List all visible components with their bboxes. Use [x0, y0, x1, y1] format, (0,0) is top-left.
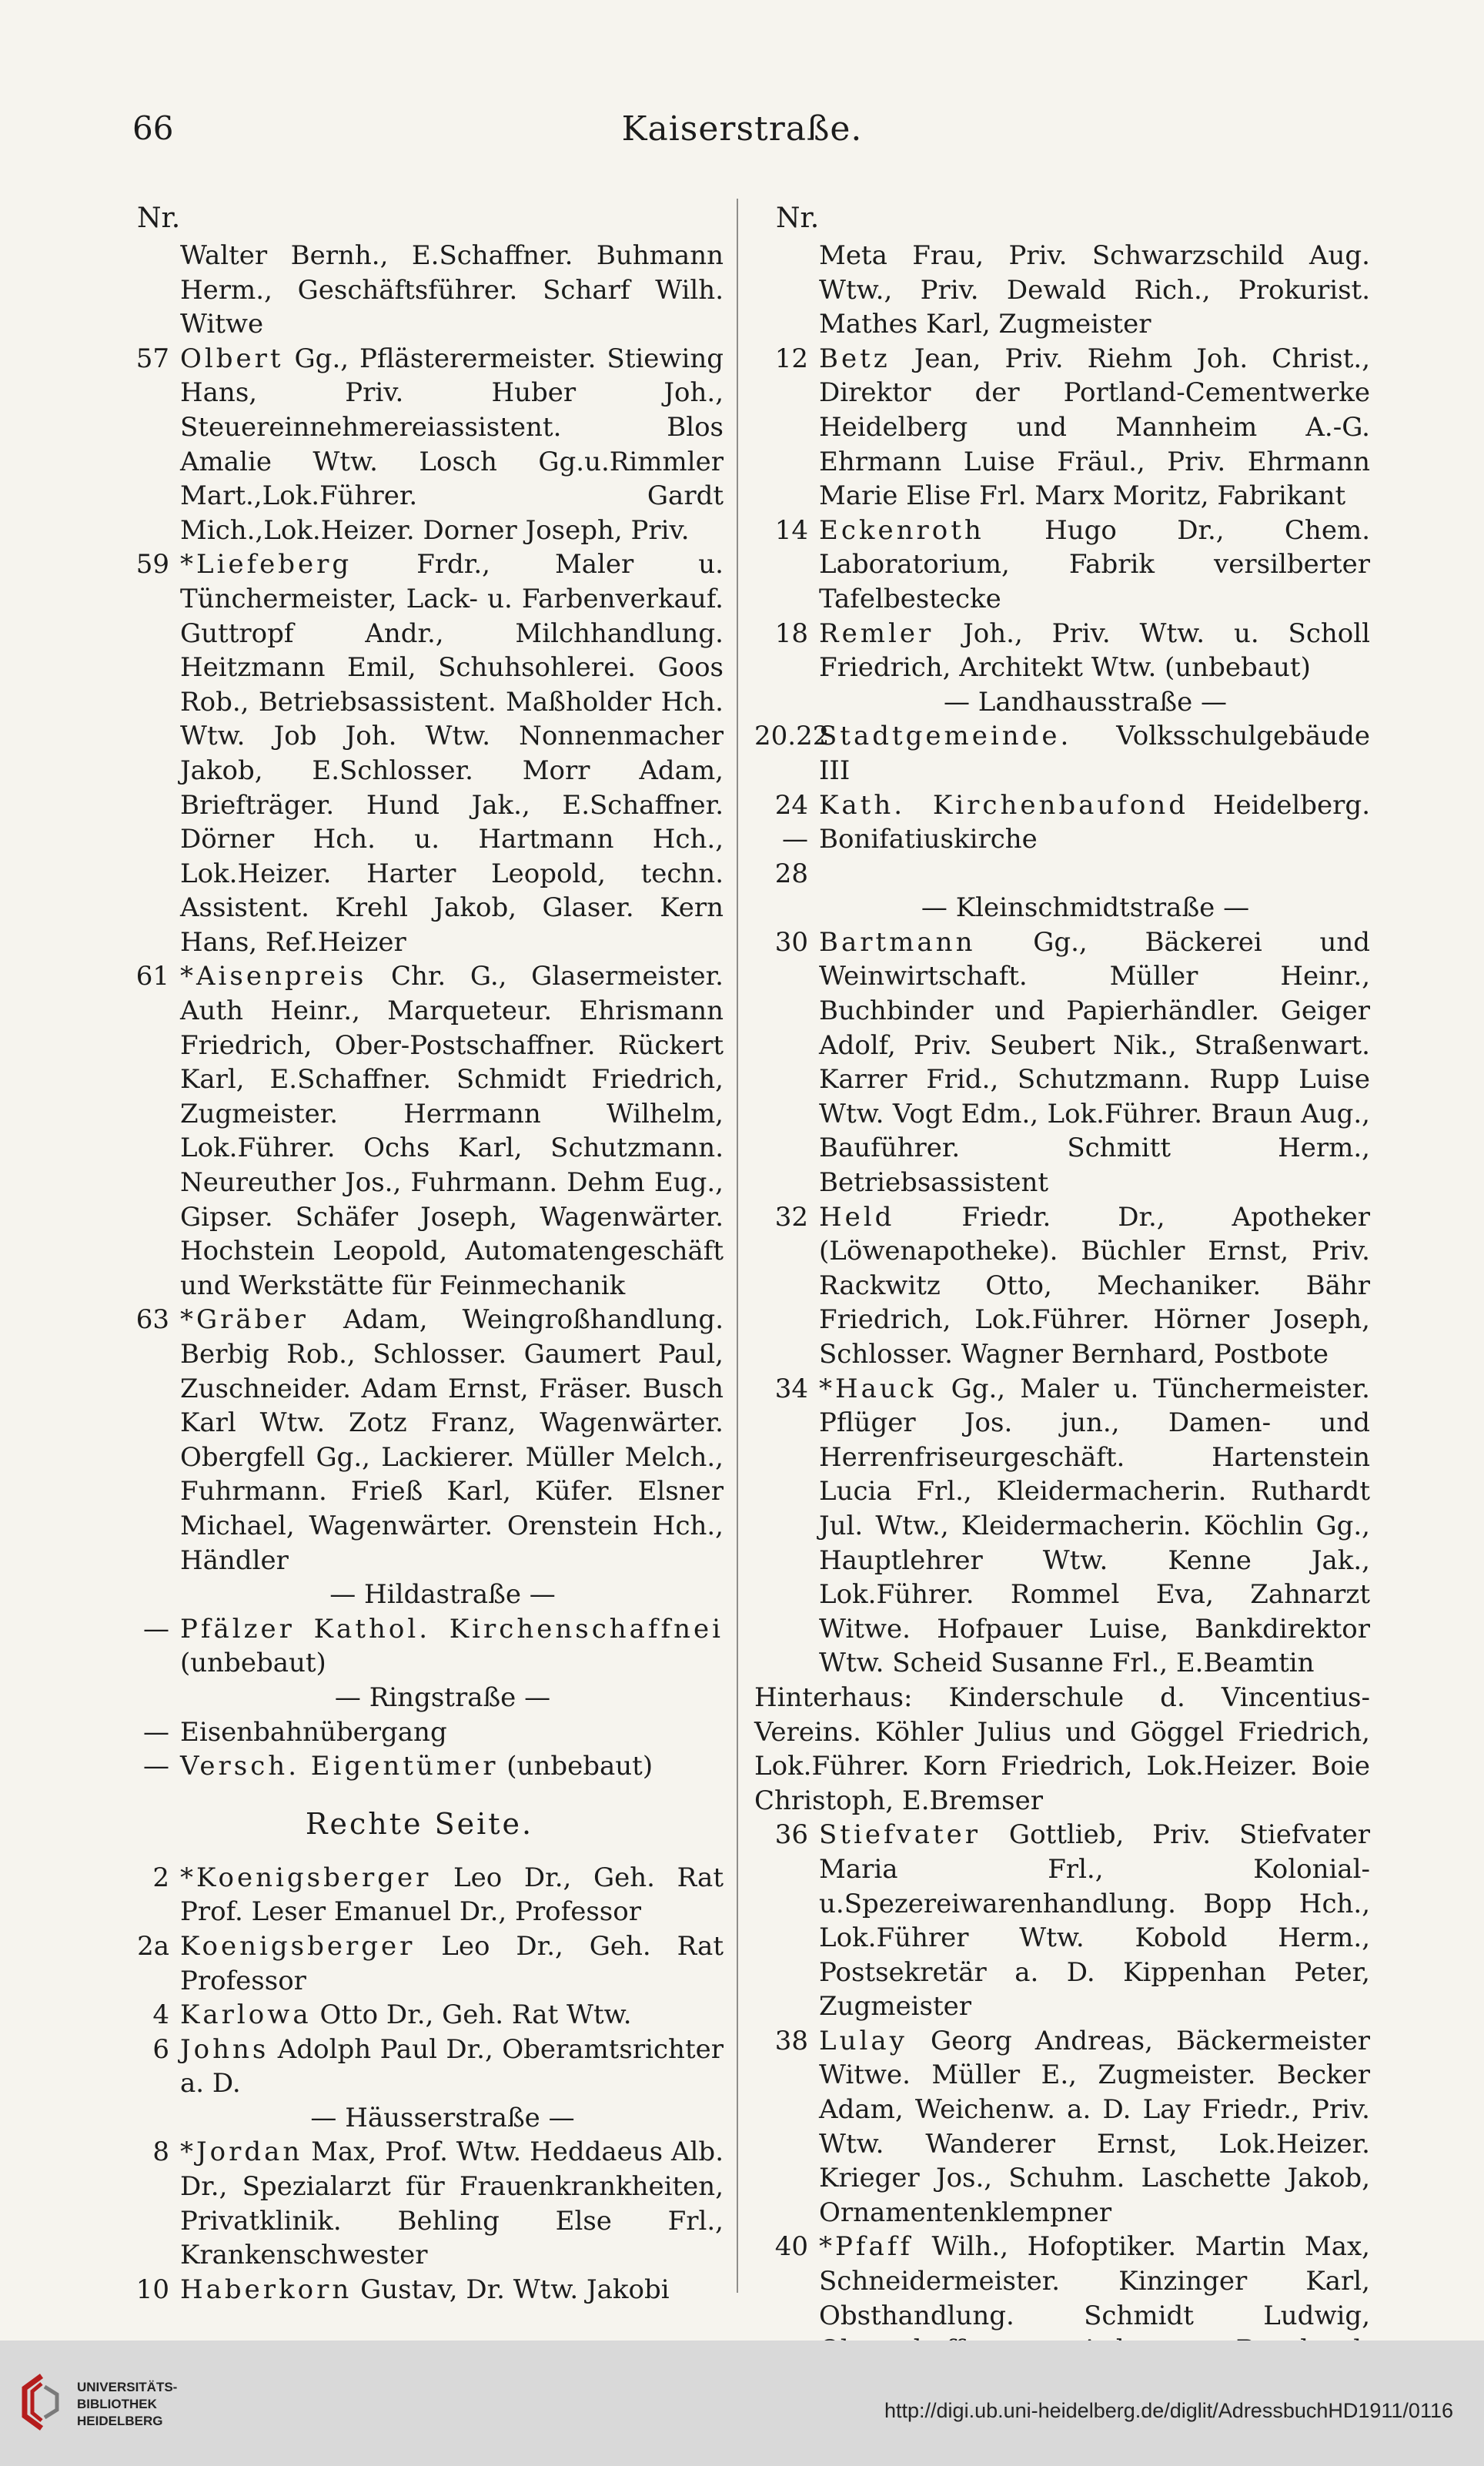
entry-list	[754, 239, 1370, 685]
entry-list	[754, 925, 1370, 1681]
owner-name: Koenigsberger	[180, 1930, 416, 1962]
residents-text: Leo Dr., Geh. Rat Prof. Leser Emanuel Dr., Professor	[180, 1862, 724, 1928]
residents-text: Max, Prof. Wtw. Heddaeus Alb. Dr., Spezialarzt für Frauenkrankheiten, Privatklinik. Behling Else Frl., Krankenschwester	[180, 2136, 724, 2271]
owner-name: Olbert	[180, 343, 284, 374]
owner-name: Johns	[180, 2033, 269, 2065]
entry-text	[819, 719, 1370, 788]
owner-name: *Jordan	[180, 2136, 303, 2168]
house-number: 12	[774, 343, 808, 374]
house-number: 61	[135, 961, 169, 992]
residents-text: Gg., Pflästerermeister. Stiewing Hans, Priv. Huber Joh., Steuereinnehmereiassistent. Blos Amalie Wtw. Losch Gg.u.Rimmler Mart.,Lok.Führer. Gardt Mich.,Lok.Heizer. Dorner Joseph, Priv.	[180, 343, 724, 546]
residents-text: Frdr., Maler u. Tünchermeister, Lack- u. Farbenverkauf. Guttropf Andr., Milchhandlung. Heitzmann Emil, Schuhsohlerei. Goos Rob., Betriebsassistent. Maßholder Hch. Wtw. Job Joh. Wtw. Nonnenmacher Jakob, E.Schlosser. Morr Adam, Briefträger. Hund Jak., E.Schaffner. Dörner Hch. u. Hartmann Hch., Lok.Heizer. Harter Leopold, techn. Assistent. Krehl Jakob, Glaser. Kern Hans, Ref.Heizer	[180, 549, 724, 958]
street-heading: — Häusserstraße —	[310, 2102, 575, 2133]
owner-name: Lulay	[819, 2025, 907, 2056]
residents-text: Friedr. Dr., Apotheker (Löwenapotheke). Büchler Ernst, Priv. Rackwitz Otto, Mechaniker. Bähr Friedrich, Lok.Führer. Hörner Joseph, Schlosser. Wagner Bernhard, Postbote	[819, 1201, 1370, 1370]
house-number: 40	[774, 2231, 808, 2263]
entry-text	[180, 1929, 724, 1998]
directory-entry	[754, 1818, 1370, 2024]
house-number: 24—28	[774, 789, 808, 889]
entry-list	[115, 1861, 724, 2101]
entry-text	[180, 1861, 724, 1929]
residents-text: Hugo Dr., Chem. Laboratorium, Fabrik versilberter Tafelbestecke	[819, 514, 1370, 614]
logo-line: BIBLIOTHEK	[77, 2397, 157, 2411]
owner-name: Held	[819, 1201, 895, 1233]
house-number: 59	[135, 549, 169, 581]
directory-entry	[754, 239, 1370, 342]
directory-entry	[115, 1929, 724, 1998]
residents-text: Gg., Bäckerei und Weinwirtschaft. Müller Heinr., Buchbinder und Papierhändler. Geiger Adolf, Priv. Seubert Nik., Straßenwart. Karrer Frid., Schutzmann. Rupp Luise Wtw. Vogt Edm., Lok.Führer. Braun Aug., Bauführer. Schmitt Herm., Betriebsassistent	[819, 926, 1370, 1199]
entry-list	[754, 719, 1370, 891]
house-number: 20.22	[754, 721, 830, 752]
residents-text: Adam, Weingroßhandlung. Berbig Rob., Schlosser. Gaumert Paul, Zuschneider. Adam Ernst, Fräser. Busch Karl Wtw. Zotz Franz, Wagenwärter. Obergfell Gg., Lackierer. Müller Melch., Fuhrmann. Frieß Karl, Küfer. Elsner Michael, Wagenwärter. Orenstein Hch., Händler	[180, 1304, 724, 1576]
footer-bar	[0, 2341, 1484, 2466]
house-number	[115, 239, 180, 342]
house-number: —	[143, 1716, 169, 1748]
residents-text: Leo Dr., Geh. Rat Professor	[180, 1930, 724, 1996]
entry-text	[819, 2024, 1370, 2230]
residents-text: Gg., Maler u. Tünchermeister. Pflüger Jos. jun., Damen- und Herrenfriseurgeschäft. Hartenstein Lucia Frl., Kleidermacherin. Ruthardt Jul. Wtw., Kleidermacherin. Köchlin Gg., Hauptlehrer Wtw. Kenne Jak., Lok.Führer. Rommel Eva, Zahnarzt Witwe. Hofpauer Luise, Bankdirektor Wtw. Scheid Susanne Frl., E.Beamtin	[819, 1373, 1370, 1679]
entry-text	[180, 1715, 724, 1750]
residents-text: Chr. G., Glasermeister. Auth Heinr., Marqueteur. Ehrismann Friedrich, Ober-Postschaffner. Rückert Karl, E.Schaffner. Schmidt Friedrich, Zugmeister. Herrmann Wilhelm, Lok.Führer. Ochs Karl, Schutzmann. Neureuther Jos., Fuhrmann. Dehm Eug., Gipser. Schäfer Joseph, Wagenwärter. Hochstein Leopold, Automatengeschäft und Werkstätte für Feinmechanik	[180, 961, 724, 1301]
residents-text: (unbebaut)	[506, 1751, 653, 1782]
entry-list	[115, 2135, 724, 2307]
house-number: 63	[135, 1304, 169, 1336]
residents-text: Heidelberg. Bonifatiuskirche	[819, 789, 1371, 855]
logo-line: HEIDELBERG	[77, 2414, 163, 2428]
directory-entry	[115, 1998, 724, 2033]
entry-text	[180, 1998, 724, 2033]
house-number: 38	[774, 2025, 808, 2056]
directory-entry	[115, 1303, 724, 1578]
owner-name: *Aisenpreis	[180, 961, 367, 992]
directory-entry	[754, 514, 1370, 617]
residents-text: Otto Dr., Geh. Rat Wtw.	[319, 1999, 632, 2031]
owner-name: *Pfaff	[819, 2231, 913, 2263]
entry-text	[180, 2135, 724, 2272]
page-title: Kaiserstraße.	[621, 109, 863, 149]
directory-entry	[754, 342, 1370, 514]
house-number: 34	[774, 1373, 808, 1404]
directory-entry	[115, 342, 724, 548]
residents-text: (unbebaut)	[180, 1648, 326, 1679]
residents-text: Jean, Priv. Riehm Joh. Christ., Direktor der Portland-Cementwerke Heidelberg und Mannheim A.-G. Ehrmann Luise Fräul., Priv. Ehrmann Marie Elise Frl. Marx Moritz, Fabrikant	[819, 343, 1370, 512]
owner-name: Karlowa	[180, 1999, 312, 2031]
owner-name: *Liefeberg	[180, 549, 353, 581]
directory-entry	[115, 959, 724, 1303]
directory-entry	[115, 2273, 724, 2307]
owner-name: Kath. Kirchenbaufond	[819, 789, 1189, 821]
directory-entry	[115, 547, 724, 959]
owner-name: Betz	[819, 343, 891, 374]
entry-text	[180, 1749, 724, 1784]
owner-name: Eckenroth	[819, 514, 984, 546]
directory-entry	[115, 1612, 724, 1681]
house-number: 57	[135, 343, 169, 374]
house-number: 6	[152, 2033, 169, 2065]
directory-entry	[115, 239, 724, 342]
residents-text: Gottlieb, Priv. Stiefvater Maria Frl., Kolonial-u.Spezereiwarenhandlung. Bopp Hch., Lok.Führer Wtw. Kobold Herm., Postsekretär a. D. Kippenhan Peter, Zugmeister	[819, 1819, 1370, 2023]
entry-list	[115, 239, 724, 1578]
residents-text: Adolph Paul Dr., Oberamtsrichter a. D.	[180, 2033, 724, 2100]
library-logo-text	[77, 2379, 177, 2430]
owner-name: Stadtgemeinde.	[819, 721, 1072, 752]
street-heading: — Landhausstraße —	[943, 686, 1228, 718]
entry-text	[180, 2273, 724, 2307]
street-heading: — Ringstraße —	[334, 1681, 551, 1713]
entry-text	[819, 1818, 1370, 2024]
directory-entry	[115, 1861, 724, 1929]
owner-name: Versch. Eigentümer	[180, 1751, 499, 1782]
entry-text	[819, 1200, 1370, 1372]
hinterhaus-note: Hinterhaus: Kinderschule d. Vincentius-Vereins. Köhler Julius und Göggel Friedrich, Lok.Führer. Korn Friedrich, Lok.Heizer. Boie Christoph, E.Bremser	[754, 1681, 1370, 1816]
house-number: 2	[152, 1862, 169, 1893]
house-number	[754, 239, 819, 342]
owner-name: *Koenigsberger	[180, 1862, 432, 1893]
entry-text	[819, 1372, 1370, 1681]
house-number: 14	[774, 514, 808, 546]
entry-text	[819, 342, 1370, 514]
entry-list	[754, 1818, 1370, 2401]
entry-list	[115, 1715, 724, 1784]
owner-name: Stiefvater	[819, 1819, 981, 1851]
directory-entry	[754, 719, 1370, 788]
directory-entry	[754, 1200, 1370, 1372]
residents-text: Gustav, Dr. Wtw. Jakobi	[360, 2274, 670, 2305]
directory-entry	[754, 788, 1370, 892]
directory-entry	[115, 2135, 724, 2272]
entry-text	[819, 514, 1370, 617]
page-number: 66	[132, 109, 174, 147]
owner-name: *Gräber	[180, 1304, 309, 1336]
source-url-link[interactable]: http://digi.ub.uni-heidelberg.de/diglit/AdressbuchHD1911/0116	[884, 2399, 1453, 2422]
house-number: 30	[774, 926, 808, 958]
entry-text	[819, 788, 1370, 892]
house-number: 8	[152, 2136, 169, 2168]
house-number: 10	[135, 2274, 169, 2305]
residents-text: Eisenbahnübergang	[180, 1716, 447, 1748]
nr-label: Nr.	[776, 202, 820, 234]
entry-text	[180, 1612, 724, 1681]
directory-entry	[115, 1749, 724, 1784]
column-divider	[737, 199, 738, 2293]
entry-text	[819, 239, 1370, 342]
entry-text	[180, 1303, 724, 1578]
left-column	[115, 199, 724, 2307]
house-number: 2a	[137, 1930, 169, 1962]
entry-text	[180, 239, 724, 342]
residents-text: Volksschulgebäude III	[819, 721, 1370, 786]
residents-text: Wilh., Hofoptiker. Martin Max, Schneidermeister. Kinzinger Karl, Obsthandlung. Schmidt Ludwig,	[819, 2231, 1370, 2331]
residents-text: Walter Bernh., E.Schaffner. Buhmann Herm., Geschäftsführer. Scharf Wilh. Witwe	[180, 240, 724, 340]
entry-text	[819, 617, 1370, 685]
owner-name: *Hauck	[819, 1373, 937, 1404]
house-number: 4	[152, 1999, 169, 2031]
library-logo-icon	[18, 2371, 65, 2433]
street-heading: — Hildastraße —	[329, 1579, 556, 1611]
house-number: 18	[774, 617, 808, 649]
directory-entry	[754, 617, 1370, 685]
directory-entry	[754, 2024, 1370, 2230]
entry-text	[180, 2033, 724, 2101]
house-number: 32	[774, 1201, 808, 1233]
residents-text: Georg Andreas, Bäckermeister Witwe. Müller E., Zugmeister. Becker Adam, Weichenw. a. D. Lay Friedr., Priv. Wtw. Wanderer Ernst, Lok.Heizer. Krieger Jos., Schuhm. Laschette Jakob, Ornamentenklempner	[819, 2025, 1371, 2228]
house-number: 36	[774, 1819, 808, 1851]
logo-line: UNIVERSITÄTS-	[77, 2380, 178, 2394]
directory-entry	[115, 1715, 724, 1750]
street-heading: — Kleinschmidtstraße —	[921, 892, 1250, 924]
owner-name: Remler	[819, 617, 934, 649]
entry-text	[180, 547, 724, 959]
house-number: —	[143, 1751, 169, 1782]
directory-entry	[115, 2033, 724, 2101]
residents-text: Meta Frau, Priv. Schwarzschild Aug. Wtw., Priv. Dewald Rich., Prokurist. Mathes Karl, Zugmeister	[819, 240, 1370, 340]
owner-name: Bartmann	[819, 926, 976, 958]
directory-entry	[754, 925, 1370, 1200]
house-number: —	[143, 1613, 169, 1645]
section-heading: Rechte Seite.	[305, 1806, 534, 1841]
directory-entry	[754, 1372, 1370, 1681]
right-column	[754, 199, 1370, 2401]
owner-name: Pfälzer Kathol. Kirchenschaffnei	[180, 1613, 724, 1645]
nr-label: Nr.	[137, 202, 181, 234]
residents-text: Joh., Priv. Wtw. u. Scholl Friedrich, Architekt Wtw. (unbebaut)	[819, 617, 1371, 684]
entry-list	[115, 1612, 724, 1681]
entry-text	[180, 342, 724, 548]
owner-name: Haberkorn	[180, 2274, 353, 2305]
entry-text	[180, 959, 724, 1303]
entry-text	[819, 925, 1370, 1200]
